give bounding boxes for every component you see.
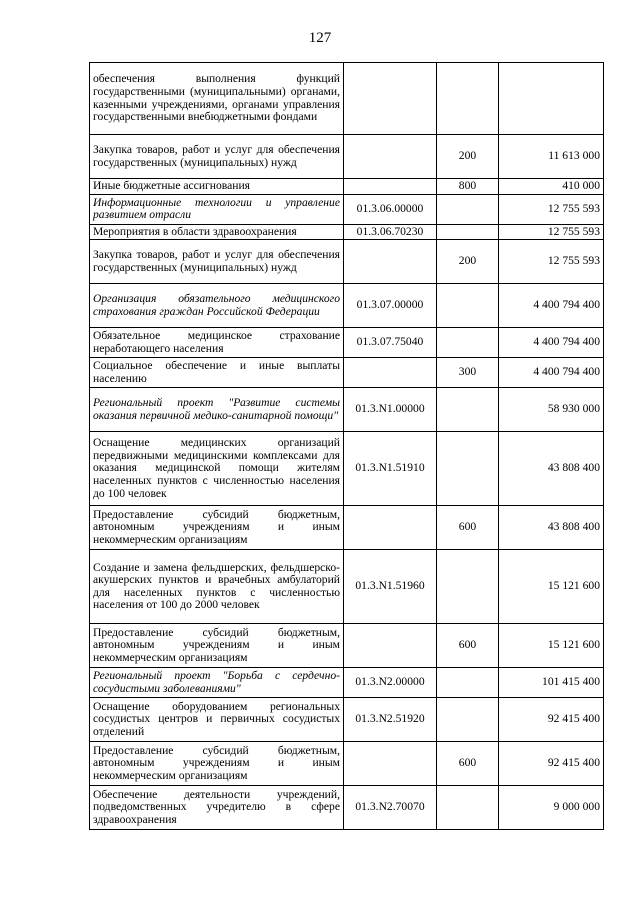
table-row xyxy=(90,358,604,388)
row-name-cell: Предоставление субсидий бюджетным, автономным учреждениям и иным некоммерческим организациям xyxy=(90,506,344,550)
table-row xyxy=(90,624,604,668)
row-name-cell: Закупка товаров, работ и услуг для обеспечения государственных (муниципальных) нужд xyxy=(90,240,344,284)
row-expense-type-cell: 600 xyxy=(437,624,499,668)
row-amount-cell: 15 121 600 xyxy=(499,624,604,668)
row-expense-type-cell: 800 xyxy=(437,179,499,195)
row-name-cell: Оснащение оборудованием региональных сосудистых центров и первичных сосудистых отделений xyxy=(90,698,344,742)
row-expense-type-cell xyxy=(437,284,499,328)
row-expense-type-cell xyxy=(437,388,499,432)
row-expense-type-cell: 200 xyxy=(437,240,499,284)
table-row xyxy=(90,194,604,224)
row-expense-type-cell xyxy=(437,63,499,135)
row-name-cell: Информационные технологии и управление развитием отрасли xyxy=(90,194,344,224)
table-row xyxy=(90,328,604,358)
table-row xyxy=(90,506,604,550)
row-name-cell: Закупка товаров, работ и услуг для обеспечения государственных (муниципальных) нужд xyxy=(90,135,344,179)
table-row xyxy=(90,668,604,698)
table-row xyxy=(90,698,604,742)
table-row xyxy=(90,224,604,240)
row-code-cell: 01.3.N2.51920 xyxy=(344,698,437,742)
row-code-cell xyxy=(344,240,437,284)
row-expense-type-cell: 600 xyxy=(437,742,499,786)
row-name-cell: Организация обязательного медицинского страхования граждан Российской Федерации xyxy=(90,284,344,328)
row-expense-type-cell xyxy=(437,194,499,224)
row-code-cell: 01.3.N1.00000 xyxy=(344,388,437,432)
row-code-cell xyxy=(344,742,437,786)
row-amount-cell: 12 755 593 xyxy=(499,224,604,240)
row-code-cell: 01.3.07.75040 xyxy=(344,328,437,358)
row-code-cell: 01.3.N2.70070 xyxy=(344,786,437,830)
row-code-cell xyxy=(344,624,437,668)
table-row xyxy=(90,179,604,195)
row-expense-type-cell: 600 xyxy=(437,506,499,550)
row-amount-cell: 4 400 794 400 xyxy=(499,284,604,328)
row-amount-cell: 9 000 000 xyxy=(499,786,604,830)
table-row xyxy=(90,240,604,284)
budget-table-body xyxy=(90,63,604,830)
row-code-cell xyxy=(344,135,437,179)
row-code-cell xyxy=(344,63,437,135)
row-name-cell: Обеспечение деятельности учреждений, подведомственных учредителю в сфере здравоохранения xyxy=(90,786,344,830)
table-row xyxy=(90,388,604,432)
row-expense-type-cell xyxy=(437,698,499,742)
row-amount-cell: 4 400 794 400 xyxy=(499,328,604,358)
row-name-cell: Региональный проект "Развитие системы оказания первичной медико-санитарной помощи" xyxy=(90,388,344,432)
row-amount-cell xyxy=(499,63,604,135)
row-name-cell: обеспечения выполнения функций государственными (муниципальными) органами, казенными учреждениями, органами управления государственными внебюджетными фондами xyxy=(90,63,344,135)
row-name-cell: Обязательное медицинское страхование неработающего населения xyxy=(90,328,344,358)
table-row xyxy=(90,786,604,830)
table-row xyxy=(90,135,604,179)
row-code-cell: 01.3.06.70230 xyxy=(344,224,437,240)
row-name-cell: Региональный проект "Борьба с сердечно-сосудистыми заболеваниями" xyxy=(90,668,344,698)
row-expense-type-cell xyxy=(437,786,499,830)
row-code-cell: 01.3.N1.51910 xyxy=(344,432,437,506)
row-name-cell: Предоставление субсидий бюджетным, автономным учреждениям и иным некоммерческим организациям xyxy=(90,624,344,668)
row-name-cell: Социальное обеспечение и иные выплаты населению xyxy=(90,358,344,388)
row-name-cell: Создание и замена фельдшерских, фельдшерско-акушерских пунктов и врачебных амбулаторий для населенных пунктов с численностью населения от 100 до 2000 человек xyxy=(90,550,344,624)
table-row xyxy=(90,742,604,786)
row-amount-cell: 12 755 593 xyxy=(499,194,604,224)
budget-table xyxy=(89,62,604,830)
row-expense-type-cell: 200 xyxy=(437,135,499,179)
row-code-cell: 01.3.06.00000 xyxy=(344,194,437,224)
table-row xyxy=(90,550,604,624)
row-name-cell: Предоставление субсидий бюджетным, автономным учреждениям и иным некоммерческим организациям xyxy=(90,742,344,786)
row-name-cell: Мероприятия в области здравоохранения xyxy=(90,224,344,240)
row-name-cell: Оснащение медицинских организаций передвижными медицинскими комплексами для оказания медицинской помощи жителям населенных пунктов с численностью населения до 100 человек xyxy=(90,432,344,506)
row-amount-cell: 410 000 xyxy=(499,179,604,195)
row-code-cell: 01.3.N1.51960 xyxy=(344,550,437,624)
row-amount-cell: 11 613 000 xyxy=(499,135,604,179)
table-row xyxy=(90,432,604,506)
row-expense-type-cell xyxy=(437,550,499,624)
row-amount-cell: 43 808 400 xyxy=(499,506,604,550)
row-amount-cell: 15 121 600 xyxy=(499,550,604,624)
row-amount-cell: 92 415 400 xyxy=(499,742,604,786)
row-code-cell xyxy=(344,179,437,195)
table-row xyxy=(90,63,604,135)
row-amount-cell: 92 415 400 xyxy=(499,698,604,742)
row-expense-type-cell xyxy=(437,432,499,506)
row-expense-type-cell xyxy=(437,328,499,358)
row-expense-type-cell xyxy=(437,224,499,240)
row-code-cell xyxy=(344,358,437,388)
row-expense-type-cell xyxy=(437,668,499,698)
row-amount-cell: 101 415 400 xyxy=(499,668,604,698)
table-row xyxy=(90,284,604,328)
row-amount-cell: 43 808 400 xyxy=(499,432,604,506)
row-amount-cell: 4 400 794 400 xyxy=(499,358,604,388)
row-amount-cell: 12 755 593 xyxy=(499,240,604,284)
row-expense-type-cell: 300 xyxy=(437,358,499,388)
row-code-cell: 01.3.N2.00000 xyxy=(344,668,437,698)
row-amount-cell: 58 930 000 xyxy=(499,388,604,432)
row-name-cell: Иные бюджетные ассигнования xyxy=(90,179,344,195)
page-number: 127 xyxy=(308,30,332,46)
row-code-cell: 01.3.07.00000 xyxy=(344,284,437,328)
row-code-cell xyxy=(344,506,437,550)
